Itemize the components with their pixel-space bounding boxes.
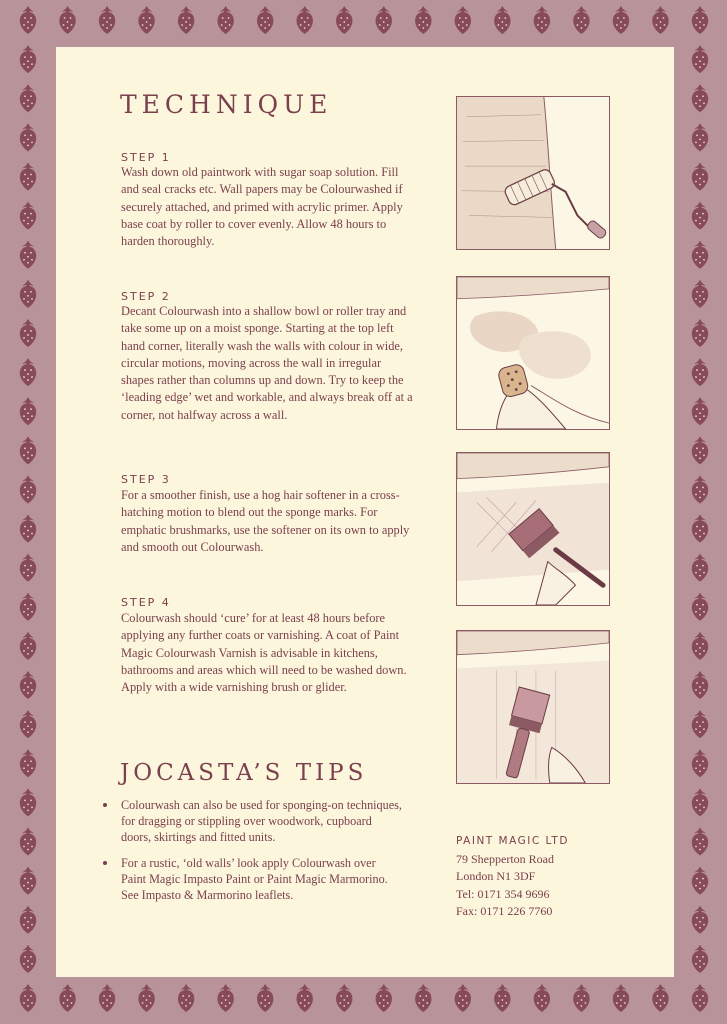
strawberry-icon	[178, 984, 194, 1012]
strawberry-icon	[692, 749, 708, 777]
address-line-2: London N1 3DF	[456, 869, 536, 883]
strawberry-icon	[692, 554, 708, 582]
strawberry-icon	[20, 241, 36, 269]
strawberry-icon	[692, 436, 708, 464]
strawberry-icon	[99, 6, 115, 34]
strawberry-icon	[20, 436, 36, 464]
strawberry-icon	[178, 6, 194, 34]
strawberry-icon	[297, 6, 313, 34]
strawberry-icon	[692, 123, 708, 151]
tips-list	[103, 797, 403, 913]
strawberry-icon	[692, 632, 708, 660]
strawberry-icon	[217, 984, 233, 1012]
strawberry-icon	[20, 632, 36, 660]
strawberry-icon	[20, 84, 36, 112]
strawberry-icon	[217, 6, 233, 34]
varnish-brush-illustration	[456, 630, 610, 784]
strawberry-icon	[613, 984, 629, 1012]
sponge-icon	[457, 277, 609, 429]
strawberry-icon	[20, 202, 36, 230]
strawberry-icon	[534, 6, 550, 34]
strawberry-icon	[20, 397, 36, 425]
strawberry-icon	[494, 984, 510, 1012]
tip-item: Colourwash can also be used for sponging-on techniques, for dragging or stippling over woodwork, cupboard doors, skirtings and fitted units.	[103, 797, 403, 845]
strawberry-icon	[573, 6, 589, 34]
strawberry-icon	[138, 6, 154, 34]
address-line-1: 79 Shepperton Road	[456, 851, 554, 866]
step-1-title: STEP 1	[121, 151, 171, 164]
step-2-text: Decant Colourwash into a shallow bowl or roller tray and take some up on a moist sponge. Starting at the top left hand corner, literally wash the walls with colour in wide, circular motions, moving across the wall in irregular shapes rather than columns up and down. Try to keep the ‘leading edge’ wet and workable, and always break off at a corner, not halfway across a wall.	[121, 304, 413, 422]
strawberry-icon	[692, 945, 708, 973]
strawberry-icon	[692, 202, 708, 230]
strawberry-icon	[692, 867, 708, 895]
strawberry-icon	[692, 397, 708, 425]
company-address	[456, 833, 636, 921]
varnish-brush-icon	[457, 631, 609, 783]
tips-heading: JOCASTA’S TIPS	[120, 760, 368, 786]
strawberry-icon	[692, 358, 708, 386]
strawberry-icon	[692, 6, 708, 34]
strawberry-icon	[692, 710, 708, 738]
strawberry-icon	[20, 319, 36, 347]
strawberry-icon	[692, 984, 708, 1012]
step-4-title: STEP 4	[121, 596, 171, 609]
strawberry-icon	[455, 6, 471, 34]
strawberry-icon	[20, 475, 36, 503]
step-1-text: Wash down old paintwork with sugar soap solution. Fill and seal cracks etc. Wall papers may be Colourwashed if securely attached, and primed with acrylic primer. Apply base coat by roller to cover evenly. Allow 48 hours to harden thoroughly.	[121, 165, 403, 249]
strawberry-icon	[20, 749, 36, 777]
strawberry-icon	[59, 984, 75, 1012]
strawberry-icon	[494, 6, 510, 34]
sponge-illustration	[456, 276, 610, 430]
strawberry-icon	[20, 984, 36, 1012]
strawberry-icon	[376, 984, 392, 1012]
fax: Fax: 0171 226 7760	[456, 904, 553, 918]
strawberry-icon	[20, 280, 36, 308]
strawberry-icon	[20, 358, 36, 386]
strawberry-icon	[257, 984, 273, 1012]
strawberry-icon	[692, 475, 708, 503]
strawberry-icon	[415, 6, 431, 34]
strawberry-icon	[297, 984, 313, 1012]
strawberry-icon	[20, 162, 36, 190]
paint-roller-illustration	[456, 96, 610, 250]
strawberry-icon	[20, 828, 36, 856]
strawberry-icon	[20, 945, 36, 973]
strawberry-icon	[652, 984, 668, 1012]
strawberry-icon	[20, 671, 36, 699]
strawberry-icon	[692, 241, 708, 269]
step-4-text: Colourwash should ‘cure’ for at least 48 hours before applying any further coats or varnishing. A coat of Paint Magic Colourwash Varnish is advisable in kitchens, bathrooms and areas which will need to be washed down. Apply with a wide varnishing brush or glider.	[121, 611, 407, 695]
strawberry-icon	[692, 162, 708, 190]
company-name: PAINT MAGIC LTD	[456, 835, 569, 847]
strawberry-icon	[257, 6, 273, 34]
strawberry-icon	[59, 6, 75, 34]
strawberry-icon	[336, 984, 352, 1012]
strawberry-icon	[692, 906, 708, 934]
strawberry-icon	[534, 984, 550, 1012]
step-2-title: STEP 2	[121, 290, 171, 303]
strawberry-icon	[692, 45, 708, 73]
strawberry-icon	[415, 984, 431, 1012]
strawberry-icon	[20, 593, 36, 621]
strawberry-icon	[20, 123, 36, 151]
strawberry-icon	[20, 710, 36, 738]
strawberry-icon	[376, 6, 392, 34]
strawberry-icon	[20, 515, 36, 543]
step-3-text: For a smoother finish, use a hog hair softener in a cross-hatching motion to blend out the sponge marks. For emphatic brushmarks, use the softener on its own to apply and smooth out Colourwash.	[121, 488, 410, 554]
strawberry-icon	[692, 280, 708, 308]
strawberry-icon	[20, 6, 36, 34]
strawberry-icon	[20, 554, 36, 582]
strawberry-icon	[692, 84, 708, 112]
strawberry-icon	[652, 6, 668, 34]
step-3-title: STEP 3	[121, 473, 171, 486]
strawberry-icon	[692, 828, 708, 856]
strawberry-icon	[613, 6, 629, 34]
strawberry-icon	[20, 906, 36, 934]
strawberry-icon	[692, 319, 708, 347]
strawberry-icon	[20, 788, 36, 816]
strawberry-icon	[20, 45, 36, 73]
strawberry-icon	[573, 984, 589, 1012]
strawberry-icon	[692, 788, 708, 816]
strawberry-icon	[20, 867, 36, 895]
strawberry-icon	[692, 515, 708, 543]
telephone: Tel: 0171 354 9696	[456, 886, 550, 901]
technique-heading: TECHNIQUE	[120, 90, 333, 119]
strawberry-icon	[99, 984, 115, 1012]
softener-brush-illustration	[456, 452, 610, 606]
brush-icon	[457, 453, 609, 605]
paint-roller-icon	[457, 97, 609, 249]
strawberry-icon	[692, 671, 708, 699]
strawberry-icon	[336, 6, 352, 34]
tip-item: For a rustic, ‘old walls’ look apply Colourwash over Paint Magic Impasto Paint or Paint Magic Marmorino. See Impasto & Marmorino leaflets.	[103, 855, 403, 903]
strawberry-icon	[455, 984, 471, 1012]
strawberry-icon	[138, 984, 154, 1012]
strawberry-icon	[692, 593, 708, 621]
